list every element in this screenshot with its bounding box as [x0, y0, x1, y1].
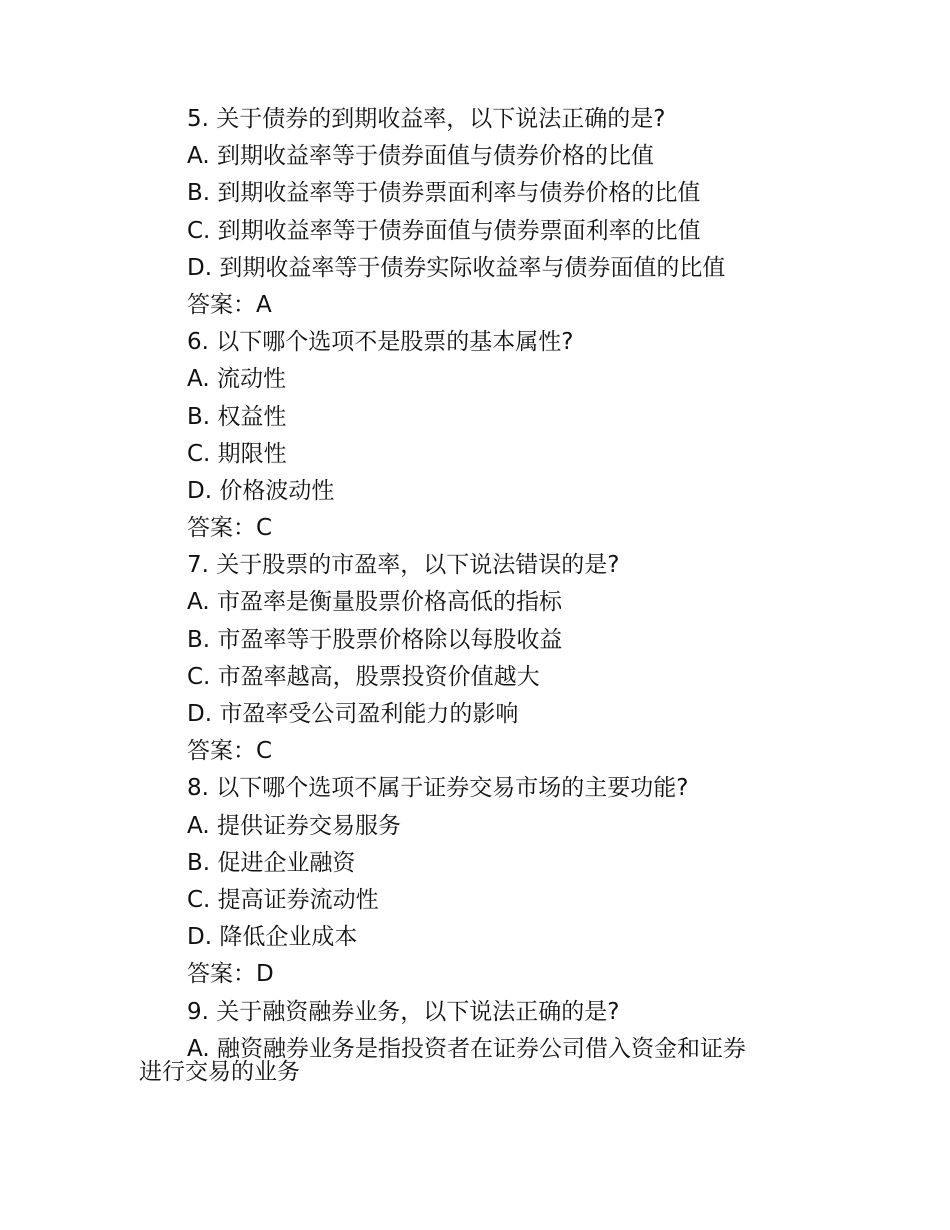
question-9-text: 9. 关于融资融券业务，以下说法正确的是? — [187, 998, 620, 1025]
question-7-option-d: D. 市盈率受公司盈利能力的影响 — [187, 701, 519, 727]
question-6-option-d: D. 价格波动性 — [187, 477, 335, 504]
question-8-answer: 答案：D — [187, 961, 274, 988]
question-6-answer: 答案：C — [187, 515, 273, 542]
question-list — [187, 101, 827, 1068]
question-5-option-d: D. 到期收益率等于债券实际收益率与债券面值的比值 — [187, 254, 726, 281]
question-7-option-a: A. 市盈率是衡量股票价格高低的指标 — [187, 589, 562, 616]
question-6-option-a: A. 流动性 — [187, 366, 286, 393]
question-8-option-a: A. 提供证券交易服务 — [187, 812, 401, 839]
question-5-option-c: C. 到期收益率等于债券面值与债券票面利率的比值 — [187, 217, 701, 244]
question-8-option-d: D. 降低企业成本 — [187, 924, 358, 951]
question-7-option-b: B. 市盈率等于股票价格除以每股收益 — [187, 626, 563, 653]
question-8-option-c: C. 提高证券流动性 — [187, 886, 379, 913]
question-8-text: 8. 以下哪个选项不属于证券交易市场的主要功能? — [187, 775, 689, 802]
question-7-text: 7. 关于股票的市盈率，以下说法错误的是? — [187, 552, 620, 579]
question-6-text: 6. 以下哪个选项不是股票的基本属性? — [187, 329, 574, 356]
question-6-option-b: B. 权益性 — [187, 403, 287, 430]
question-9-option-a-continuation: 进行交易的业务 — [139, 1059, 300, 1085]
question-5-text: 5. 关于债券的到期收益率，以下说法正确的是? — [187, 106, 666, 132]
question-7-option-c: C. 市盈率越高，股票投资价值越大 — [187, 663, 540, 690]
question-7-answer: 答案：C — [187, 738, 273, 765]
question-6-option-c: C. 期限性 — [187, 440, 287, 467]
question-5-option-a: A. 到期收益率等于债券面值与债券价格的比值 — [187, 143, 654, 170]
question-5-answer: 答案：A — [187, 291, 272, 318]
question-8-option-b: B. 促进企业融资 — [187, 849, 356, 876]
question-9-option-a: A. 融资融券业务是指投资者在证券公司借入资金和证券 — [187, 1035, 746, 1062]
question-5-option-b: B. 到期收益率等于债券票面利率与债券价格的比值 — [187, 180, 701, 207]
